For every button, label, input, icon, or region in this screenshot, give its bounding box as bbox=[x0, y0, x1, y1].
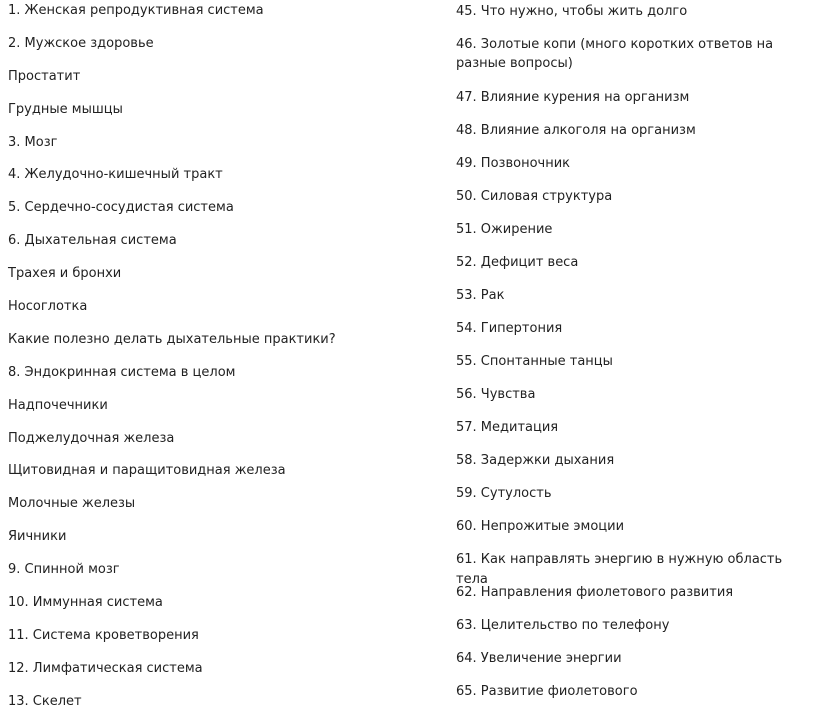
topic-link-right-11[interactable]: 55. Спонтанные танцы bbox=[456, 354, 613, 370]
topic-link-left-20[interactable]: 11. Система кроветворения bbox=[8, 627, 199, 643]
topic-link-left-8[interactable]: 6. Дыхательная система bbox=[8, 233, 177, 249]
topic-link-left-9[interactable]: Трахея и бронхи bbox=[8, 266, 122, 282]
topic-link-left-12[interactable]: 8. Эндокринная система в целом bbox=[8, 364, 236, 380]
topic-link-right-15[interactable]: 59. Сутулость bbox=[456, 486, 552, 502]
topic-link-left-16[interactable]: Молочные железы bbox=[8, 496, 136, 512]
topic-link-left-18[interactable]: 9. Спинной мозг bbox=[8, 562, 120, 578]
topic-link-left-6[interactable]: 4. Желудочно-кишечный тракт bbox=[8, 167, 223, 183]
topic-link-left-13[interactable]: Надпочечники bbox=[8, 397, 108, 413]
topic-link-right-16[interactable]: 60. Непрожитые эмоции bbox=[456, 519, 625, 535]
topic-link-left-21[interactable]: 12. Лимфатическая система bbox=[8, 660, 203, 676]
topic-link-left-15[interactable]: Щитовидная и паращитовидная железа bbox=[8, 463, 286, 479]
topic-link-right-10[interactable]: 54. Гипертония bbox=[456, 321, 563, 337]
topic-link-left-7[interactable]: 5. Сердечно-сосудистая система bbox=[8, 200, 234, 216]
topic-link-left-3[interactable]: Простатит bbox=[8, 68, 81, 84]
topic-link-left-5[interactable]: 3. Мозг bbox=[8, 134, 58, 150]
topic-link-right-21[interactable]: 65. Развитие фиолетового bbox=[456, 684, 638, 700]
topic-link-right-17[interactable]: 61. Как направлять энергию в нужную область тела bbox=[456, 552, 783, 587]
topic-link-right-9[interactable]: 53. Рак bbox=[456, 288, 505, 304]
topic-link-right-13[interactable]: 57. Медитация bbox=[456, 420, 559, 436]
left-topic-list bbox=[8, 0, 438, 724]
topic-link-right-18[interactable]: 62. Направления фиолетового развития bbox=[456, 585, 734, 601]
topic-link-right-20[interactable]: 64. Увеличение энергии bbox=[456, 651, 622, 667]
topic-link-right-5[interactable]: 49. Позвоночник bbox=[456, 156, 570, 172]
topic-link-right-3[interactable]: 47. Влияние курения на организм bbox=[456, 90, 690, 106]
topic-link-left-17[interactable]: Яичники bbox=[8, 529, 67, 545]
topic-link-right-4[interactable]: 48. Влияние алкоголя на организм bbox=[456, 123, 696, 139]
topic-link-right-6[interactable]: 50. Силовая структура bbox=[456, 189, 613, 205]
topic-link-left-10[interactable]: Носоглотка bbox=[8, 299, 88, 315]
right-topic-list bbox=[456, 0, 814, 714]
topic-link-left-2[interactable]: 2. Мужское здоровье bbox=[8, 35, 154, 51]
topic-link-right-19[interactable]: 63. Целительство по телефону bbox=[456, 618, 670, 634]
topic-link-right-2[interactable]: 46. Золотые копи (много коротких ответов на разные вопросы) bbox=[456, 36, 774, 71]
topic-link-left-1[interactable]: 1. Женская репродуктивная система bbox=[8, 3, 264, 18]
topic-link-left-11[interactable]: Какие полезно делать дыхательные практики? bbox=[8, 331, 336, 347]
topic-link-left-4[interactable]: Грудные мышцы bbox=[8, 101, 123, 117]
topic-link-left-19[interactable]: 10. Иммунная система bbox=[8, 595, 163, 611]
topic-link-right-1[interactable]: 45. Что нужно, чтобы жить долго bbox=[456, 3, 688, 19]
topic-link-right-14[interactable]: 58. Задержки дыхания bbox=[456, 453, 615, 469]
topic-link-right-8[interactable]: 52. Дефицит веса bbox=[456, 255, 579, 271]
topic-link-left-14[interactable]: Поджелудочная железа bbox=[8, 430, 175, 446]
topic-link-right-12[interactable]: 56. Чувства bbox=[456, 387, 536, 403]
topic-link-left-22[interactable]: 13. Скелет bbox=[8, 693, 82, 709]
topic-link-right-7[interactable]: 51. Ожирение bbox=[456, 222, 553, 238]
